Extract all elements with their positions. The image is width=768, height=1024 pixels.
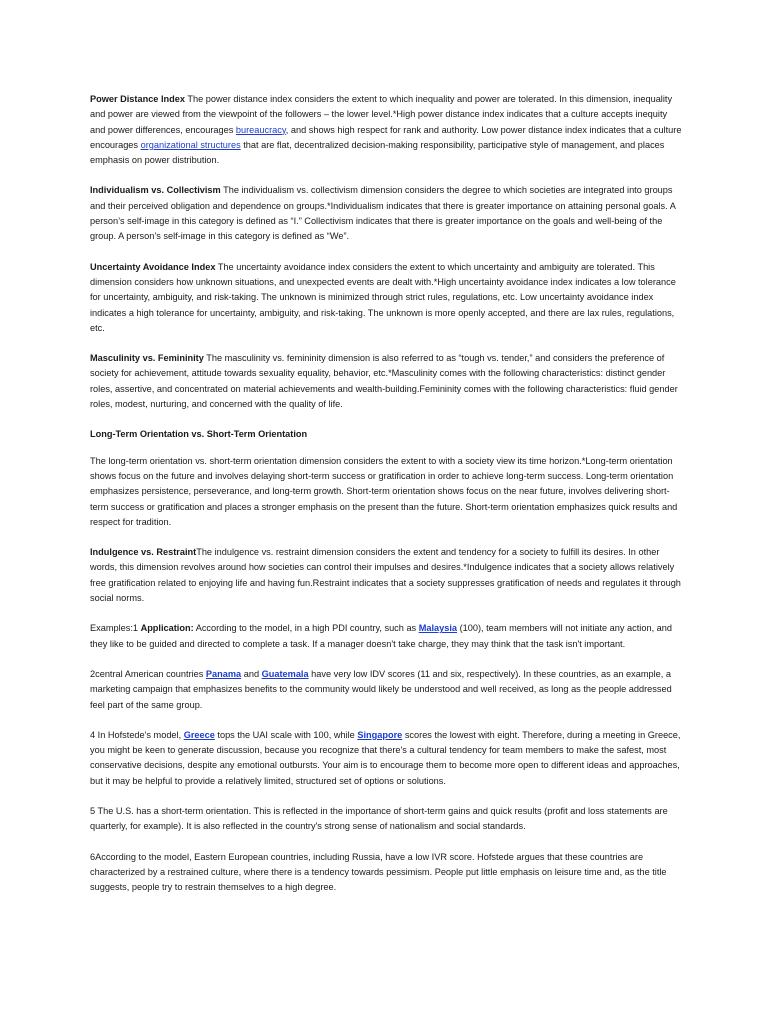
long-term-paragraph: The long-term orientation vs. short-term orientation dimension considers the extent to with a society view its time horizon.*Long-term orientation shows focus on the future and involves delaying short-term success or gratification in order to achieve long-term success. Long-term orientation emphasizes persistence, perseverance, and long-term growth. Short-term orientation shows focus on the near future, involves delivering short-term success or gratification and places a stronger emphasis on the present than the future. Short-term orientation emphasizes quick results and respect for tradition. xyxy=(90,455,678,527)
malaysia-link[interactable]: Malaysia xyxy=(418,623,458,634)
power-distance-paragraph: Power Distance Index The power distance index considers the extent to which inequality and power are tolerated. In this dimension, inequality and power are viewed from the viewpoint of the followers – the lower level.*High power distance index indicates that a culture accepts inequity and power differences, encourages bureaucracy, and shows high respect for rank and authority. Low power distance index indicates that a culture encourages organizational structures that are flat, decentralized decision-making responsibility, participative style of management, and places emphasis on power distribution. xyxy=(90,94,682,166)
panama-link[interactable]: Panama xyxy=(205,668,242,679)
example-4-paragraph: 4 In Hofstede's model, Greece tops the UAI scale with 100, while Singapore scores the lowest with eight. Therefore, during a meeting in Greece, you might be keen to generate discussion, because you recognize that there's a cultural tendency for team members to make the safest, most conservative decisions, despite any emotional outbursts. Your aim is to encourage them to become more open to different ideas and approaches, but it may be helpful to provide a relatively limited, structured set of options or solutions. xyxy=(90,729,681,786)
individualism-paragraph: Individualism vs. Collectivism The individualism vs. collectivism dimension considers the degree to which societies are integrated into groups and their perceived obligation and dependence on groups.*Individualism indicates that there is greater importance on attaining personal goals. A person’s self-image in this category is defined as “I.” Collectivism indicates that there is greater importance on the goals and well-being of the group. A person’s self-image in this category is defined as “We”. xyxy=(90,185,676,242)
example-2-paragraph: 2central American countries Panama and Guatemala have very low IDV scores (11 and six, respectively). In these countries, as an example, a marketing campaign that emphasizes benefits to the community would likely be understood and well received, as long as the people addressed feel part of the same group. xyxy=(90,668,672,710)
guatemala-link[interactable]: Guatemala xyxy=(261,668,309,679)
individualism-heading: Individualism vs. Collectivism xyxy=(90,185,221,196)
example-5-paragraph: 5 The U.S. has a short-term orientation. This is reflected in the importance of short-term gains and quick results (profit and loss statements are quarterly, for example). It is also reflected in the country's strong sense of nationalism and social standards. xyxy=(90,805,668,832)
power-distance-heading: Power Distance Index xyxy=(90,94,185,104)
long-term-heading: Long-Term Orientation vs. Short-Term Orientation xyxy=(90,429,308,440)
uncertainty-paragraph: Uncertainty Avoidance Index The uncertainty avoidance index considers the extent to which uncertainty and ambiguity are tolerated. This dimension considers how unknown situations, and unexpected events are dealt with.*High uncertainty avoidance index indicates a low tolerance for uncertainty, ambiguity, and risk-taking. The unknown is minimized through strict rules, regulations, etc. Low uncertainty avoidance index indicates a high tolerance for uncertainty, ambiguity, and risk-taking. The unknown is more openly accepted, and there are lax rules, regulations, etc. xyxy=(90,261,676,333)
greece-link[interactable]: Greece xyxy=(183,729,215,740)
masculinity-paragraph: Masculinity vs. Femininity The masculinity vs. femininity dimension is also referred to as “tough vs. tender,” and considers the preference of society for achievement, attitude towards sexuality equality, behavior, etc.*Masculinity comes with the following characteristics: distinct gender roles, assertive, and concentrated on material achievements and wealth-building.Femininity comes with the following characteristics: fluid gender roles, modest, nurturing, and concerned with the quality of life. xyxy=(90,353,678,410)
example-6-paragraph: 6According to the model, Eastern European countries, including Russia, have a low IVR score. Hofstede argues that these countries are characterized by a restrained culture, where there is a tendency towards pessimism. People put little emphasis on leisure time and, as the title suggests, people try to restrain themselves to a high degree. xyxy=(90,851,667,893)
organizational-structures-link[interactable]: organizational structures xyxy=(140,139,241,150)
masculinity-heading: Masculinity vs. Femininity xyxy=(90,353,204,364)
indulgence-heading: Indulgence vs. Restraint xyxy=(90,547,197,558)
long-term-heading-paragraph xyxy=(90,427,684,442)
bureaucracy-link[interactable]: bureaucracy xyxy=(235,124,286,135)
application-label: Application: xyxy=(140,623,194,634)
indulgence-paragraph: Indulgence vs. RestraintThe indulgence vs. restraint dimension considers the extent and tendency for a society to fulfill its desires. In other words, this dimension revolves around how societies can control their impulses and desires.*Indulgence indicates that a society allows relatively free gratification related to enjoying life and having fun.Restraint indicates that a society suppresses gratification of needs and regulates it through social norms. xyxy=(90,547,681,604)
example-1-paragraph: Examples:1 Application: According to the model, in a high PDI country, such as Malaysia (100), team members will not initiate any action, and they like to be guided and directed to complete a task. If a manager doesn't take charge, they may think that the task isn't important. xyxy=(90,623,673,649)
uncertainty-heading: Uncertainty Avoidance Index xyxy=(90,261,216,272)
singapore-link[interactable]: Singapore xyxy=(357,729,403,740)
